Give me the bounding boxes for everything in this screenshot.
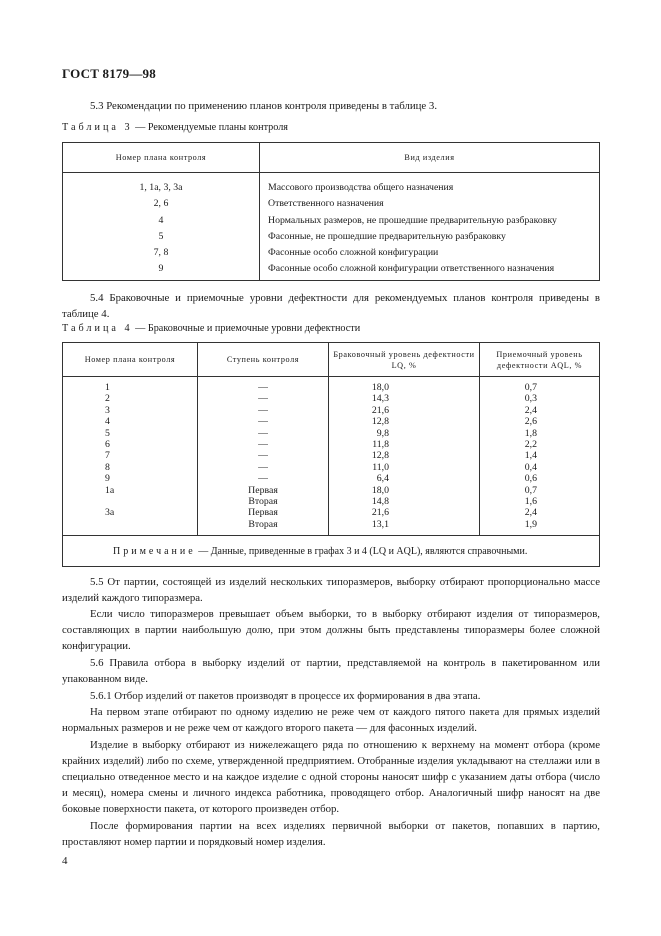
table4-lq: 6,4	[329, 473, 480, 484]
table3-header-kind: Вид изделия	[260, 143, 600, 173]
table-row	[63, 485, 600, 496]
table4-caption-label: Таблица 4	[62, 323, 133, 334]
table-row	[63, 173, 600, 199]
table4-stage: Вторая	[198, 519, 329, 536]
table4-lq: 21,6	[329, 507, 480, 518]
table4-stage: —	[198, 428, 329, 439]
table3-caption-text: — Рекомендуемые планы контроля	[132, 122, 288, 133]
table4-aql: 1,9	[524, 518, 537, 530]
table4-aql: 0,6	[524, 473, 537, 485]
table4-plan: 1а	[63, 485, 198, 496]
paragraph-5-6-1-b: Изделие в выборку отбирают из нижележащего ряда по отношению к верхнему на момент отбора (кроме крайних изделий) либо по схеме, утвержденной предприятием. Отобранные изделия укладывают на стеллажи или в специально отведенное место и на каждое изделие с одной стороны наносят шифр с указанием даты отбора (число и месяц), номера смены и личного индекса работника, проводящего отбор. Аналогичный шифр наносят на две боковые поверхности пакета, от которого произведен отбор.	[62, 739, 600, 815]
table4-aql: 0,7	[524, 382, 537, 393]
table4-lq: 11,8	[329, 439, 480, 450]
table4-lq: 21,6	[329, 405, 480, 416]
table4-stage: Первая	[198, 485, 329, 496]
table-row	[63, 519, 600, 536]
table4-stage: —	[198, 393, 329, 404]
table-row	[63, 496, 600, 507]
paragraph-5-5: 5.5 От партии, состоящей из изделий нескольких типоразмеров, выборку отбирают пропорционально массе изделий каждого типоразмера.	[62, 576, 600, 604]
table-4	[62, 342, 600, 567]
table4-aql: 2,4	[524, 404, 537, 416]
table3-header-plan: Номер плана контроля	[63, 143, 260, 173]
table4-plan: 2	[63, 393, 198, 404]
table4-lq: 11,0	[329, 462, 480, 473]
table4-plan	[63, 496, 198, 507]
table4-aql: 1,6	[524, 496, 537, 508]
table-row	[63, 507, 600, 518]
table4-lq: 13,1	[329, 519, 480, 536]
table4-plan: 5	[63, 428, 198, 439]
table4-aql: 0,7	[524, 484, 537, 496]
table4-note	[63, 536, 600, 567]
table4-plan: 4	[63, 416, 198, 427]
table4-header-stage: Ступень контроля	[198, 343, 329, 377]
table4-stage: —	[198, 473, 329, 484]
table4-lq: 18,0	[329, 485, 480, 496]
paragraph-5-6: 5.6 Правила отбора в выборку изделий от партии, представляемой на контроль в пакетированном или упакованном виде.	[62, 657, 600, 685]
table4-plan: 7	[63, 450, 198, 461]
page-number: 4	[62, 855, 68, 867]
table4-stage: —	[198, 439, 329, 450]
table4-stage: Первая	[198, 507, 329, 518]
table4-stage: Вторая	[198, 496, 329, 507]
table-row	[63, 247, 600, 263]
table4-stage: —	[198, 416, 329, 427]
table4-note-label: Примечание	[113, 545, 196, 557]
table-row	[63, 405, 600, 416]
table4-plan: 3	[63, 405, 198, 416]
table4-aql: 2,6	[524, 416, 537, 428]
table3-plan: 9	[63, 263, 260, 280]
table-row	[63, 215, 600, 231]
table4-plan: 9	[63, 473, 198, 484]
table4-stage: —	[198, 405, 329, 416]
table3-caption	[62, 122, 288, 133]
table-row	[63, 231, 600, 247]
table3-kind: Фасонные особо сложной конфигурации ответственного назначения	[268, 263, 555, 275]
paragraph-5-6-1-a: На первом этапе отбирают по одному изделию не реже чем от каждого пятого пакета для прямых изделий нормальных размеров и не реже чем от каждого второго пакета — для фасонных изделий.	[62, 706, 600, 734]
table4-lq: 14,8	[329, 496, 480, 507]
table4-plan: 6	[63, 439, 198, 450]
table4-plan: 3а	[63, 507, 198, 518]
table-row	[63, 473, 600, 484]
paragraph-5-5-b: Если число типоразмеров превышает объем выборки, то в выборку отбирают изделия от типоразмеров, составляющих в партии наибольшую долю, при этом должны быть представлены типоразмеры более сложной конфигурации.	[62, 608, 600, 652]
table4-header-lq: Браковочный уровень дефектности LQ, %	[329, 343, 480, 377]
table3-kind: Нормальных размеров, не прошедшие предварительную разбраковку	[268, 214, 557, 226]
table4-plan: 8	[63, 462, 198, 473]
table4-plan	[63, 519, 198, 536]
table4-aql: 2,2	[524, 439, 537, 451]
table4-stage: —	[198, 450, 329, 461]
table4-aql: 1,8	[524, 427, 537, 439]
table-row	[63, 462, 600, 473]
table4-plan: 1	[63, 377, 198, 394]
document-code: ГОСТ 8179—98	[62, 66, 156, 81]
table4-lq: 12,8	[329, 450, 480, 461]
table3-plan: 2, 6	[63, 198, 260, 214]
table4-aql: 0,3	[524, 393, 537, 405]
table-row	[63, 377, 600, 394]
table4-caption-text: — Браковочные и приемочные уровни дефектности	[132, 323, 361, 334]
table4-stage: —	[198, 462, 329, 473]
table4-aql: 1,4	[524, 450, 537, 462]
table3-plan: 4	[63, 215, 260, 231]
paragraph-5-4: 5.4 Браковочные и приемочные уровни дефектности для рекомендуемых планов контроля приведены в таблице 4.	[62, 292, 600, 320]
paragraph-5-6-1: 5.6.1 Отбор изделий от пакетов производят в процессе их формирования в два этапа.	[90, 690, 481, 702]
table3-plan: 5	[63, 231, 260, 247]
table-row	[63, 450, 600, 461]
table4-lq: 14,3	[329, 393, 480, 404]
table3-kind: Фасонные особо сложной конфигурации	[268, 247, 439, 259]
table4-lq: 9,8	[329, 428, 480, 439]
table-row	[63, 393, 600, 404]
table3-plan: 1, 1а, 3, 3а	[63, 173, 260, 199]
table-3	[62, 142, 600, 281]
table4-stage: —	[198, 377, 329, 394]
paragraph-5-3: 5.3 Рекомендации по применению планов контроля приведены в таблице 3.	[90, 100, 438, 112]
table3-kind: Фасонные, не прошедшие предварительную разбраковку	[268, 230, 506, 242]
table-row	[63, 428, 600, 439]
table4-caption	[62, 323, 360, 334]
table4-lq: 12,8	[329, 416, 480, 427]
table4-aql: 2,4	[524, 507, 537, 519]
table4-lq: 18,0	[329, 377, 480, 394]
table3-plan: 7, 8	[63, 247, 260, 263]
paragraph-5-6-1-c: После формирования партии на всех изделиях первичной выборки от пакетов, попавших в партию, проставляют номер партии и порядковый номер изделия.	[62, 820, 600, 848]
table-row	[63, 263, 600, 280]
table-row	[63, 198, 600, 214]
table4-header-plan: Номер плана контроля	[63, 343, 198, 377]
table3-kind: Массового производства общего назначения	[268, 182, 454, 193]
table-row	[63, 416, 600, 427]
table4-note-text: — Данные, приведенные в графах 3 и 4 (LQ и AQL), являются справочными.	[195, 545, 528, 557]
table3-caption-label: Таблица 3	[62, 122, 133, 133]
table-row	[63, 439, 600, 450]
table4-header-aql: Приемочный уровень дефектности AQL, %	[480, 343, 600, 377]
table4-aql: 0,4	[524, 461, 537, 473]
table3-kind: Ответственного назначения	[268, 198, 384, 210]
